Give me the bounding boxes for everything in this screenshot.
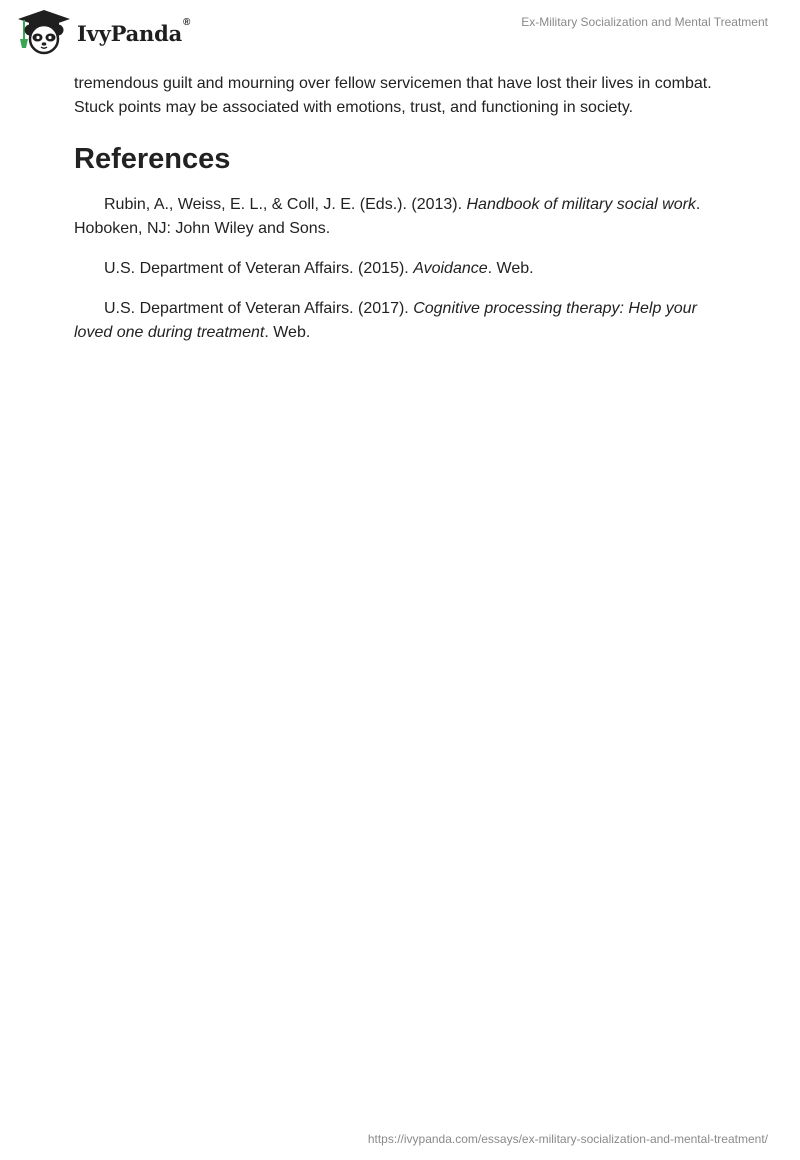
source-url-link[interactable]: https://ivypanda.com/essays/ex-military-socialization-and-mental-treatment/ — [367, 1132, 768, 1146]
registered-mark: ® — [183, 16, 191, 28]
panda-graduate-icon — [16, 8, 72, 56]
reference-title: Avoidance — [413, 260, 488, 277]
ivypanda-logo[interactable] — [16, 8, 190, 56]
reference-publisher: . Hoboken, NJ: John Wiley and Sons. — [74, 196, 701, 237]
reference-title: Handbook of military social work — [466, 196, 696, 213]
page-header — [0, 0, 800, 60]
document-body — [74, 72, 734, 345]
continuation-paragraph: tremendous guilt and mourning over fellow servicemen that have lost their lives in combat. Stuck points may be associated with emotions, trust, and functioning in society. — [74, 75, 712, 116]
reference-authors: Rubin, A., Weiss, E. L., & Coll, J. E. (Eds.). (2013). — [104, 196, 467, 213]
reference-item — [74, 297, 734, 345]
references-heading: References — [74, 143, 231, 175]
reference-item — [74, 193, 734, 241]
reference-authors: U.S. Department of Veteran Affairs. (2017). — [104, 300, 414, 317]
reference-publisher: . Web. — [487, 260, 534, 277]
brand-name: IvyPanda® — [77, 16, 191, 46]
reference-item — [74, 257, 734, 281]
reference-authors: U.S. Department of Veteran Affairs. (2015). — [104, 260, 414, 277]
reference-title: Cognitive processing therapy: Help your loved one during treatment — [74, 300, 697, 341]
reference-publisher: . Web. — [264, 324, 311, 341]
document-title: Ex-Military Socialization and Mental Treatment — [521, 15, 768, 29]
